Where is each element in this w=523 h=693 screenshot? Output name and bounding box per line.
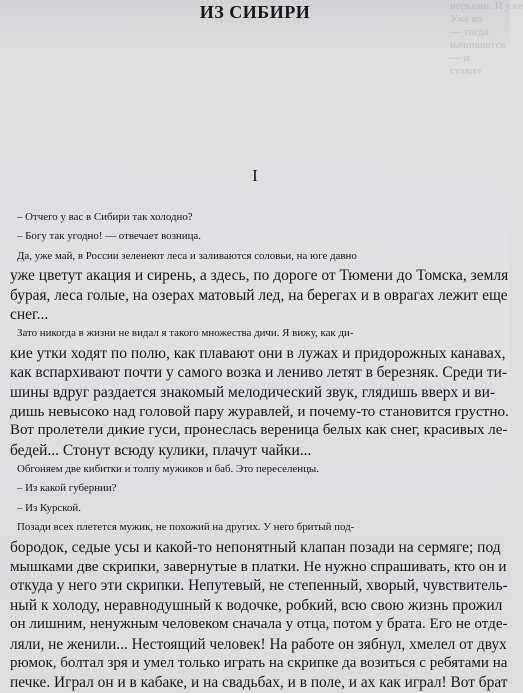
text-line: бурая, леса голые, на озерах матовый лед, на берегах и в оврагах лежит еще — [10, 286, 508, 304]
text-line: Позади всех плетется мужик, не похожий на других. У него бритый под- — [17, 521, 355, 534]
text-line: снег... — [10, 305, 49, 323]
text-line: Обгоняем две кибитки и толпу мужиков и баб. Это переселенцы. — [17, 463, 319, 476]
text-line: дишь невысоко над головой пару журавлей, и почему-то становится грустно. — [10, 402, 509, 420]
text-line: уже цветут акация и сирень, а здесь, по дороге от Тюмени до Томска, земля — [10, 267, 509, 285]
text-line: рюмок, болтал зря и умел только играть на скрипке да возиться с ребятами на — [10, 654, 508, 671]
bleed-line: — и — [450, 52, 470, 64]
bleed-line: ставил — [450, 65, 482, 77]
text-line: – Отчего у вас в Сибири так холодно? — [17, 211, 193, 223]
bleed-line: Уже ко — [450, 13, 483, 25]
text-line: печке. Играл он и в кабаке, и на свадьбах, и в поле, и ах как играл! Вот брат — [10, 674, 508, 692]
text-line: бородок, седые усы и какой-то непонятный клапан позади на сермяге; под — [10, 538, 501, 556]
bleed-line: — тогда — [450, 26, 489, 38]
text-line: мышками две скрипки, завернутые в платки. Не нужно спрашивать, кто он и — [10, 558, 507, 576]
text-line: – Богу так угодно! — отвечает возница. — [17, 230, 201, 243]
text-line: Вот пролетели дикие гуси, пронеслась вереница белых как снег, красивых ле- — [10, 422, 508, 439]
text-line: – Из какой губернии? — [17, 482, 117, 495]
text-line: Да, уже май, в России зеленеют леса и заливаются соловьи, на юге давно — [17, 249, 357, 262]
text-line: шины вдруг раздается знакомый мелодический звук, глядишь вверх и ви- — [10, 383, 496, 401]
bleed-line: перьями. И уже — [450, 0, 523, 12]
page-title: ИЗ СИБИРИ — [199, 2, 311, 22]
text-line: кие утки ходят по полю, как плавают они в лужах и придорожных канавах, — [10, 344, 506, 362]
bleed-line: начинаются — [450, 39, 506, 51]
text-line: Зато никогда в жизни не видал я такого множества дичи. Я вижу, как ди- — [17, 327, 354, 340]
text-line: ляли, не женили... Нестоящий человек! На работе он зябнул, хмелел от двух — [10, 635, 507, 653]
text-line: он лишним, ненужным человеком сначала у отца, потом у брата. Его не отде- — [10, 616, 508, 633]
text-line: откуда у него эти скрипки. Непутевый, не степенный, хворый, чувствитель- — [10, 577, 508, 595]
text-line: как вспархивают почти у самого возка и лениво летят в березняк. Среди ти- — [10, 364, 508, 382]
text-line: ный к холоду, неравнодушный к водочке, робкий, всю свою жизнь прожил — [10, 596, 503, 614]
text-line: – Из Курской. — [17, 501, 81, 514]
chapter-number: I — [252, 166, 258, 185]
text-line: бедей... Стонут всюду кулики, плачут чайки... — [10, 441, 312, 459]
body-text — [10, 208, 508, 693]
